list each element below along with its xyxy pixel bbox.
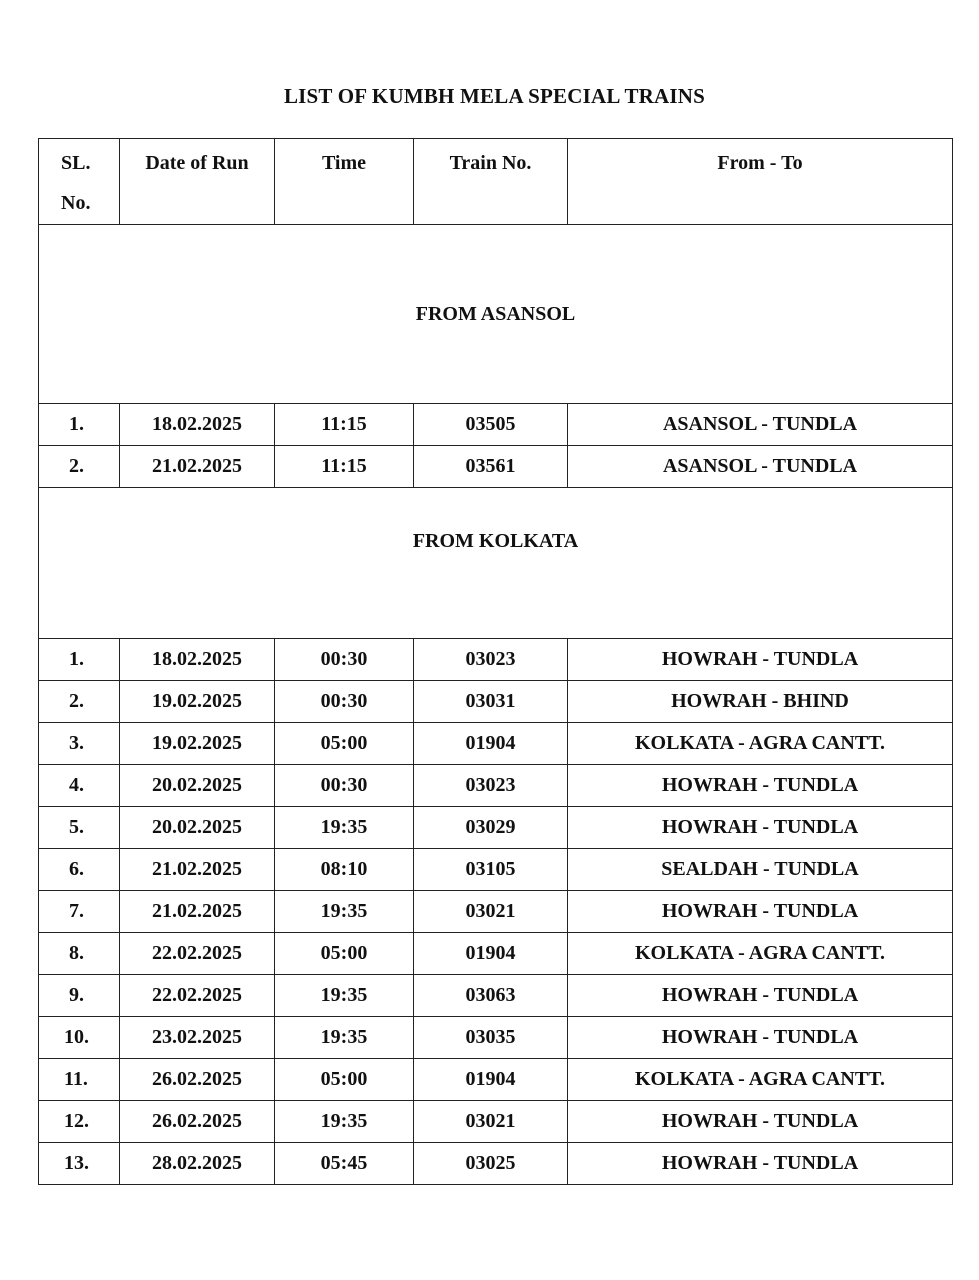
- cell-train-no: 03023: [414, 765, 568, 807]
- cell-from-to: HOWRAH - TUNDLA: [568, 639, 953, 681]
- cell-from-to: ASANSOL - TUNDLA: [568, 446, 953, 488]
- header-sl-no: [39, 139, 120, 225]
- cell-train-no: 03505: [414, 404, 568, 446]
- cell-train-no: 03561: [414, 446, 568, 488]
- cell-sl-no: 11.: [39, 1059, 120, 1101]
- table-row: [39, 446, 953, 488]
- cell-time: 19:35: [275, 1101, 414, 1143]
- cell-sl-no: 7.: [39, 891, 120, 933]
- cell-sl-no: 10.: [39, 1017, 120, 1059]
- table-row: [39, 639, 953, 681]
- cell-sl-no: 12.: [39, 1101, 120, 1143]
- cell-from-to: HOWRAH - TUNDLA: [568, 807, 953, 849]
- cell-time: 11:15: [275, 404, 414, 446]
- cell-from-to: HOWRAH - TUNDLA: [568, 765, 953, 807]
- table-row: [39, 1059, 953, 1101]
- cell-time: 05:00: [275, 723, 414, 765]
- cell-from-to: HOWRAH - TUNDLA: [568, 975, 953, 1017]
- cell-sl-no: 3.: [39, 723, 120, 765]
- header-train-no: Train No.: [414, 139, 568, 225]
- cell-date-of-run: 18.02.2025: [120, 404, 275, 446]
- cell-train-no: 03063: [414, 975, 568, 1017]
- cell-train-no: 03021: [414, 1101, 568, 1143]
- table-row: [39, 1143, 953, 1185]
- header-sl-line1: SL.: [61, 152, 91, 174]
- cell-from-to: HOWRAH - TUNDLA: [568, 891, 953, 933]
- cell-sl-no: 1.: [39, 639, 120, 681]
- cell-time: 00:30: [275, 639, 414, 681]
- header-date-of-run: Date of Run: [120, 139, 275, 225]
- cell-train-no: 03035: [414, 1017, 568, 1059]
- table-row: [39, 681, 953, 723]
- cell-train-no: 03025: [414, 1143, 568, 1185]
- cell-sl-no: 9.: [39, 975, 120, 1017]
- cell-sl-no: 13.: [39, 1143, 120, 1185]
- cell-train-no: 03029: [414, 807, 568, 849]
- table-row: [39, 765, 953, 807]
- cell-date-of-run: 22.02.2025: [120, 975, 275, 1017]
- header-from-to: From - To: [568, 139, 953, 225]
- cell-date-of-run: 26.02.2025: [120, 1059, 275, 1101]
- cell-sl-no: 2.: [39, 446, 120, 488]
- cell-sl-no: 2.: [39, 681, 120, 723]
- cell-date-of-run: 20.02.2025: [120, 765, 275, 807]
- table-row: [39, 807, 953, 849]
- cell-sl-no: 1.: [39, 404, 120, 446]
- cell-sl-no: 8.: [39, 933, 120, 975]
- cell-from-to: KOLKATA - AGRA CANTT.: [568, 933, 953, 975]
- cell-sl-no: 4.: [39, 765, 120, 807]
- cell-from-to: SEALDAH - TUNDLA: [568, 849, 953, 891]
- cell-time: 19:35: [275, 807, 414, 849]
- cell-time: 05:45: [275, 1143, 414, 1185]
- cell-train-no: 03105: [414, 849, 568, 891]
- table-row: [39, 849, 953, 891]
- trains-table: [38, 138, 953, 1185]
- cell-from-to: HOWRAH - TUNDLA: [568, 1101, 953, 1143]
- table-row: [39, 975, 953, 1017]
- cell-train-no: 01904: [414, 723, 568, 765]
- cell-time: 19:35: [275, 975, 414, 1017]
- cell-from-to: HOWRAH - TUNDLA: [568, 1143, 953, 1185]
- cell-from-to: HOWRAH - BHIND: [568, 681, 953, 723]
- cell-date-of-run: 21.02.2025: [120, 891, 275, 933]
- table-row: [39, 723, 953, 765]
- cell-date-of-run: 21.02.2025: [120, 849, 275, 891]
- cell-date-of-run: 18.02.2025: [120, 639, 275, 681]
- cell-time: 19:35: [275, 1017, 414, 1059]
- cell-time: 00:30: [275, 765, 414, 807]
- section-label: FROM KOLKATA: [412, 530, 579, 552]
- cell-train-no: 01904: [414, 1059, 568, 1101]
- cell-date-of-run: 21.02.2025: [120, 446, 275, 488]
- cell-date-of-run: 20.02.2025: [120, 807, 275, 849]
- cell-time: 05:00: [275, 933, 414, 975]
- cell-from-to: ASANSOL - TUNDLA: [568, 404, 953, 446]
- cell-from-to: KOLKATA - AGRA CANTT.: [568, 723, 953, 765]
- section-label: FROM ASANSOL: [415, 302, 576, 325]
- section-from-kolkata: [39, 488, 953, 639]
- page-title: LIST OF KUMBH MELA SPECIAL TRAINS: [283, 84, 706, 108]
- section-heading: [39, 488, 953, 639]
- section-from-asansol: [39, 225, 953, 404]
- cell-sl-no: 6.: [39, 849, 120, 891]
- cell-train-no: 01904: [414, 933, 568, 975]
- section-heading: [39, 225, 953, 404]
- cell-date-of-run: 28.02.2025: [120, 1143, 275, 1185]
- cell-from-to: HOWRAH - TUNDLA: [568, 1017, 953, 1059]
- table-row: [39, 891, 953, 933]
- table-row: [39, 404, 953, 446]
- cell-date-of-run: 19.02.2025: [120, 681, 275, 723]
- table-header-row: [39, 139, 953, 225]
- cell-date-of-run: 22.02.2025: [120, 933, 275, 975]
- cell-date-of-run: 23.02.2025: [120, 1017, 275, 1059]
- cell-from-to: KOLKATA - AGRA CANTT.: [568, 1059, 953, 1101]
- table-row: [39, 1101, 953, 1143]
- cell-time: 05:00: [275, 1059, 414, 1101]
- cell-date-of-run: 19.02.2025: [120, 723, 275, 765]
- cell-time: 19:35: [275, 891, 414, 933]
- cell-time: 11:15: [275, 446, 414, 488]
- table-row: [39, 1017, 953, 1059]
- cell-train-no: 03021: [414, 891, 568, 933]
- cell-sl-no: 5.: [39, 807, 120, 849]
- header-time: Time: [275, 139, 414, 225]
- header-sl-line2: No.: [61, 192, 91, 214]
- cell-time: 08:10: [275, 849, 414, 891]
- cell-date-of-run: 26.02.2025: [120, 1101, 275, 1143]
- table-row: [39, 933, 953, 975]
- cell-train-no: 03023: [414, 639, 568, 681]
- cell-train-no: 03031: [414, 681, 568, 723]
- cell-time: 00:30: [275, 681, 414, 723]
